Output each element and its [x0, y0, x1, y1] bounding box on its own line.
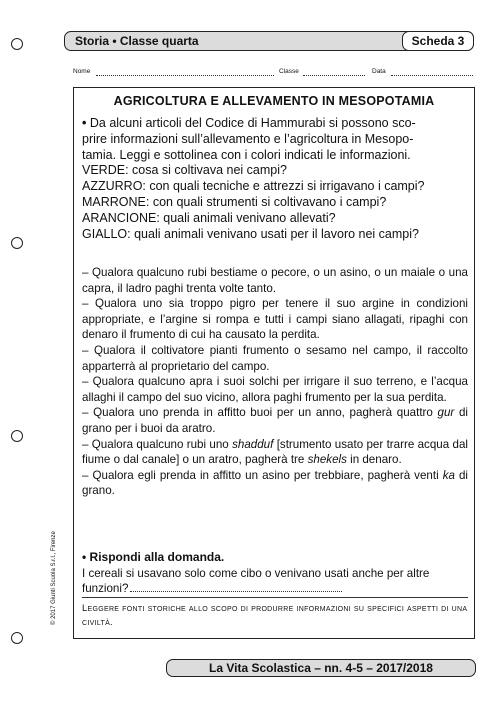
separator-line [82, 597, 468, 598]
law-item: – Qualora qualcuno rubi uno shadduf [strumento usato per trarre acqua dal fiume o dal canale] o un aratro, pagherà tre shekels in denaro. [82, 437, 468, 467]
intro-section [82, 116, 468, 242]
question-title: • Rispondi alla domanda. [82, 550, 225, 564]
bullet-icon: • [82, 550, 87, 564]
worksheet-title: AGRICOLTURA E ALLEVAMENTO IN MESOPOTAMIA [113, 94, 435, 108]
header-bar [64, 31, 474, 51]
answer-field[interactable] [130, 591, 342, 592]
instruction-arancione: ARANCIONE: quali animali venivano allevati? [82, 210, 336, 225]
learning-objective-note: Leggere fonti storiche allo scopo di produrre informazioni su specifici aspetti di una civiltà. [82, 602, 468, 627]
term-ka: ka [442, 468, 455, 482]
law-item: – Qualora qualcuno rubi bestiame o pecore, o un asino, o un maiale o una capra, il ladro paghi trenta volte tanto. [82, 266, 468, 295]
worksheet-box [73, 87, 475, 639]
binder-hole-3 [11, 430, 23, 442]
instruction-giallo: GIALLO: quali animali venivano usati per il lavoro nei campi? [82, 226, 419, 241]
term-gur: gur [437, 406, 455, 420]
scheda-label: Scheda 3 [402, 31, 474, 51]
subject-label: Storia • Classe quarta [75, 34, 199, 48]
law-item: – Qualora qualcuno apra i suoi solchi per irrigare il suo terreno, e l’acqua allaghi il campo del suo vicino, allora paghi frumento per la sua perdita. [82, 375, 468, 404]
law-item: – Qualora il coltivatore pianti frumento o sesamo nel campo, il raccolto apparterrà al proprietario del campo. [82, 343, 468, 373]
instruction-marrone: MARRONE: con quali strumenti si coltivavano i campi? [82, 194, 387, 209]
nome-field[interactable] [96, 75, 274, 76]
term-shadduf: shadduf [232, 437, 274, 451]
footer-bar: La Vita Scolastica – nn. 4-5 – 2017/2018 [166, 659, 476, 677]
nome-label: Nome [73, 68, 91, 75]
bullet-icon: • [82, 116, 87, 130]
binder-hole-1 [11, 38, 23, 50]
binder-hole-4 [11, 632, 23, 644]
law-item: – Qualora uno prenda in affitto buoi per un anno, pagherà quattro gur di grano per i buoi da aratro. [82, 406, 468, 435]
data-field[interactable] [391, 75, 473, 76]
classe-label: Classe [279, 68, 299, 75]
instruction-verde: VERDE: cosa si coltivava nei campi? [82, 163, 287, 178]
term-shekels: shekels [307, 453, 347, 467]
laws-section [82, 265, 468, 499]
intro-line: • Da alcuni articoli del Codice di Hammurabi si possono sco- [82, 116, 416, 130]
instruction-azzurro: AZZURRO: con quali tecniche e attrezzi si irrigavano i campi? [82, 179, 425, 194]
student-info-row [73, 68, 473, 78]
data-label: Data [372, 68, 386, 75]
law-item: – Qualora uno sia troppo pigro per tenere il suo argine in condizioni appropriate, e l’argine si rompa e tutti i campi siano allagati, ripaghi con denaro il frumento di cui ha causato la perdita. [82, 297, 468, 342]
question-text: I cereali si usavano solo come cibo o venivano usati anche per altre funzioni? [82, 567, 430, 596]
intro-line: tamia. Leggi e sottolinea con i colori indicati le informazioni. [82, 147, 411, 162]
classe-field[interactable] [303, 75, 365, 76]
intro-line: prire informazioni sull’allevamento e l’agricoltura in Mesopo- [82, 131, 414, 146]
binder-hole-2 [11, 237, 23, 249]
law-item: – Qualora egli prenda in affitto un asino per trebbiare, pagherà venti ka di grano. [82, 468, 468, 498]
copyright-text: © 2017 Giunti Scuola S.r.l., Firenze [51, 531, 57, 625]
